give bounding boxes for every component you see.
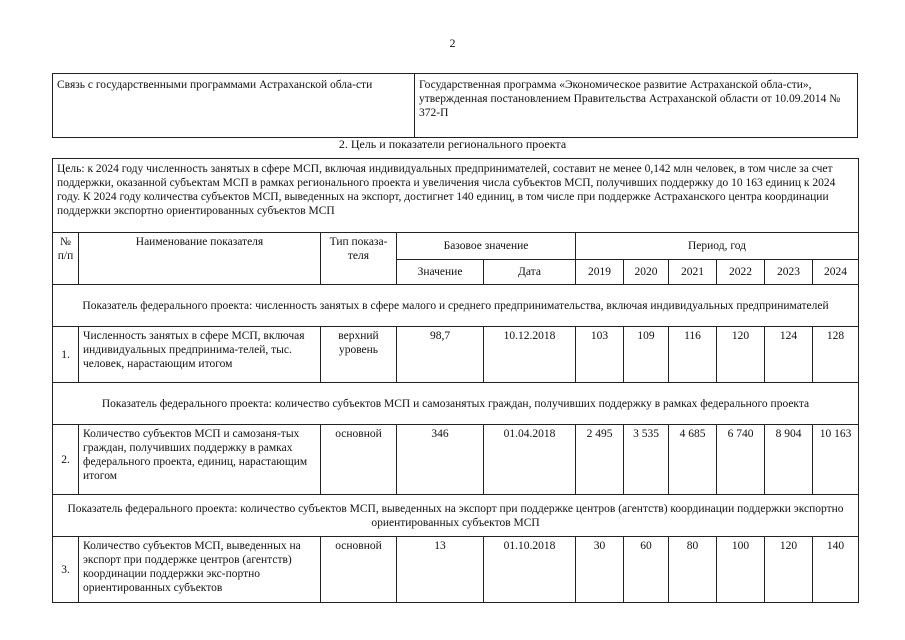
program-link-value: Государственная программа «Экономическое развитие Астраханской обла-сти», утвержденная постановлением Правительства Астраханской области от 10.09.2014 № 372-П [415, 74, 858, 138]
header-name: Наименование показателя [79, 233, 321, 285]
row-year-value: 80 [669, 537, 717, 603]
row-num: 1. [53, 327, 79, 383]
header-type: Тип показа-теля [321, 233, 397, 285]
header-num: № п/п [53, 233, 79, 285]
header-base: Базовое значение [397, 233, 576, 260]
row-base-date: 01.10.2018 [484, 537, 576, 603]
row-year-value: 124 [765, 327, 813, 383]
header-year: 2020 [624, 260, 669, 285]
row-type: основной [321, 537, 397, 603]
indicators-table [52, 158, 859, 603]
row-year-value: 4 685 [669, 425, 717, 495]
program-link-label: Связь с государственными программами Астраханской обла-сти [53, 74, 415, 138]
row-year-value: 10 163 [813, 425, 859, 495]
row-base-date: 01.04.2018 [484, 425, 576, 495]
header-year: 2024 [813, 260, 859, 285]
row-name: Количество субъектов МСП и самозаня-тых граждан, получивших поддержку в рамках федерального проекта, единиц, нарастающим итогом [79, 425, 321, 495]
header-year: 2022 [717, 260, 765, 285]
row-year-value: 6 740 [717, 425, 765, 495]
section-title: 2. Цель и показатели регионального проекта [338, 137, 567, 151]
row-year-value: 109 [624, 327, 669, 383]
row-year-value: 30 [576, 537, 624, 603]
row-year-value: 103 [576, 327, 624, 383]
row-name: Численность занятых в сфере МСП, включая индивидуальных предпринима-телей, тыс. человек, нарастающим итогом [79, 327, 321, 383]
group-title: Показатель федерального проекта: количество субъектов МСП и самозанятых граждан, получивших поддержку в рамках федерального проекта [53, 383, 859, 425]
row-year-value: 8 904 [765, 425, 813, 495]
goal-text: Цель: к 2024 году численность занятых в сфере МСП, включая индивидуальных предпринимателей, составит не менее 0,142 млн человек, в том числе за счет поддержки, оказанной субъектам МСП в рамках регионального проекта и увеличения числа субъектов МСП, получивших поддержку до 10 163 единиц к 2024 году. К 2024 году количества субъектов МСП, выведенных на экспорт, достигнет 140 единиц, в том числе при поддержке Астраханского центра координации поддержки экспортно ориентированных субъектов МСП [53, 159, 859, 233]
page-number: 2 [449, 36, 456, 50]
row-num: 3. [53, 537, 79, 603]
row-year-value: 116 [669, 327, 717, 383]
header-year: 2021 [669, 260, 717, 285]
row-type: основной [321, 425, 397, 495]
header-period: Период, год [576, 233, 859, 260]
row-year-value: 2 495 [576, 425, 624, 495]
header-date: Дата [484, 260, 576, 285]
row-year-value: 120 [717, 327, 765, 383]
header-year: 2023 [765, 260, 813, 285]
row-year-value: 100 [717, 537, 765, 603]
group-title: Показатель федерального проекта: численность занятых в сфере малого и среднего предпринимательства, включая индивидуальных предпринимателей [53, 285, 859, 327]
row-year-value: 128 [813, 327, 859, 383]
row-base-value: 98,7 [397, 327, 484, 383]
row-base-date: 10.12.2018 [484, 327, 576, 383]
row-year-value: 120 [765, 537, 813, 603]
row-base-value: 346 [397, 425, 484, 495]
row-base-value: 13 [397, 537, 484, 603]
row-year-value: 60 [624, 537, 669, 603]
row-year-value: 3 535 [624, 425, 669, 495]
row-year-value: 140 [813, 537, 859, 603]
row-type: верхний уровень [321, 327, 397, 383]
row-name: Количество субъектов МСП, выведенных на экспорт при поддержке центров (агентств) координации поддержки экс-портно ориентированных субъектов [79, 537, 321, 603]
group-title: Показатель федерального проекта: количество субъектов МСП, выведенных на экспорт при поддержке центров (агентств) координации поддержки экспортно ориентированных субъектов МСП [53, 495, 859, 537]
header-year: 2019 [576, 260, 624, 285]
row-num: 2. [53, 425, 79, 495]
header-value: Значение [397, 260, 484, 285]
program-link-table [52, 73, 858, 138]
